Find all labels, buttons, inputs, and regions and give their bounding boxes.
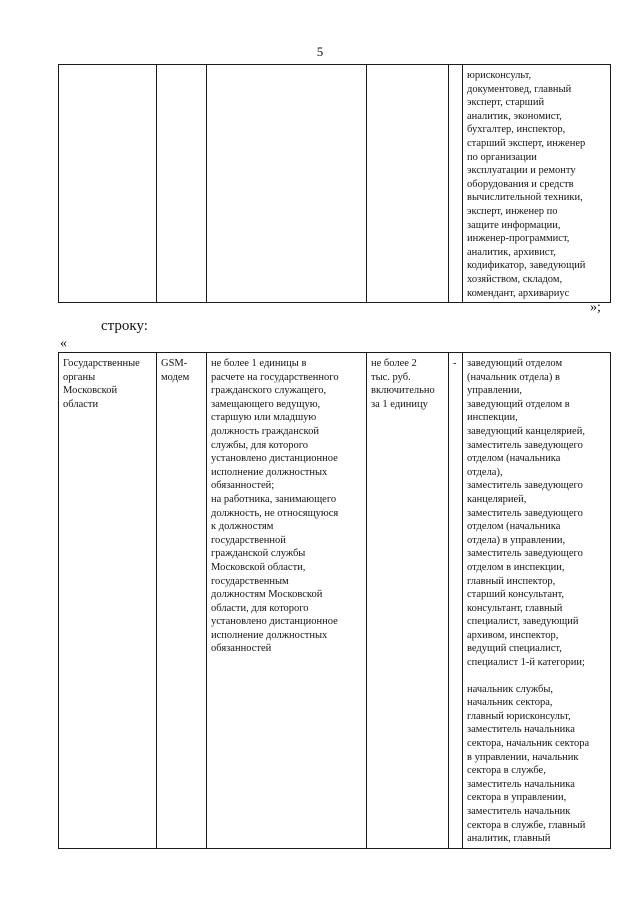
note-cell [449,353,463,849]
price-cell [367,353,449,849]
price-text: не более 2 тыс. руб. включительно за 1 единицу [371,358,435,410]
table-row [59,353,611,849]
dash-mark: - [453,358,457,369]
positions-text-2: начальник службы, начальник сектора, главный юрисконсульт, заместитель начальника сектора, начальник сектора в управлении, начальник сектора в службе, заместитель начальника сектора в управлении, заместитель начальник сектора в службе, главный аналитик, главный [467,683,590,845]
closing-quote: »; [590,300,601,315]
note-cell [449,65,463,303]
table-new-row [58,352,611,849]
quantity-text: не более 1 единицы в расчете на государственного гражданского служащего, замещающего ведущую, старшую или младшую должность гражданской службы, для которого установлено дистанционное исполнение должностных обязанностей; на работника, занимающего должность, не относящуюся к должностям государственной гражданской службы Московской области, государственным должностям Московской области, для которого установлено дистанционное исполнение должностных обязанностей [211,358,339,655]
positions-cell [463,65,611,303]
row-instruction: строку: [101,318,148,334]
opening-quote: « [60,336,67,351]
table-row [59,65,611,303]
positions-text-1: заведующий отделом (начальник отдела) в управлении, заведующий отделом в инспекции, заведующий канцелярией, заместитель заведующего отделом (начальника отдела), заместитель заведующего канцелярией, заместитель заведующего отделом (начальника отдела) в управлении, заместитель заведующего отделом в инспекции, главный инспектор, старший консультант, консультант, главный специалист, заведующий архивом, инспектор, ведущий специалист, специалист 1-й категории; [467,358,585,669]
organ-text: Государственные органы Московской области [63,358,140,410]
device-cell [157,65,207,303]
price-cell [367,65,449,303]
organ-cell [59,353,157,849]
organ-cell [59,65,157,303]
quantity-cell [207,353,367,849]
device-cell [157,353,207,849]
positions-text: юрисконсульт, документовед, главный эксперт, старший аналитик, экономист, бухгалтер, инспектор, старший эксперт, инженер по организации эксплуатации и ремонту оборудования и средств вычислительной техники, эксперт, инженер по защите информации, инженер-программист, аналитик, архивист, кодификатор, заведующий хозяйством, складом, комендант, архивариус [467,70,586,299]
page-number: 5 [316,44,324,59]
paragraph-gap [467,670,607,683]
device-text: GSM- модем [161,358,190,383]
table-continuation [58,64,611,303]
positions-cell [463,353,611,849]
quantity-cell [207,65,367,303]
